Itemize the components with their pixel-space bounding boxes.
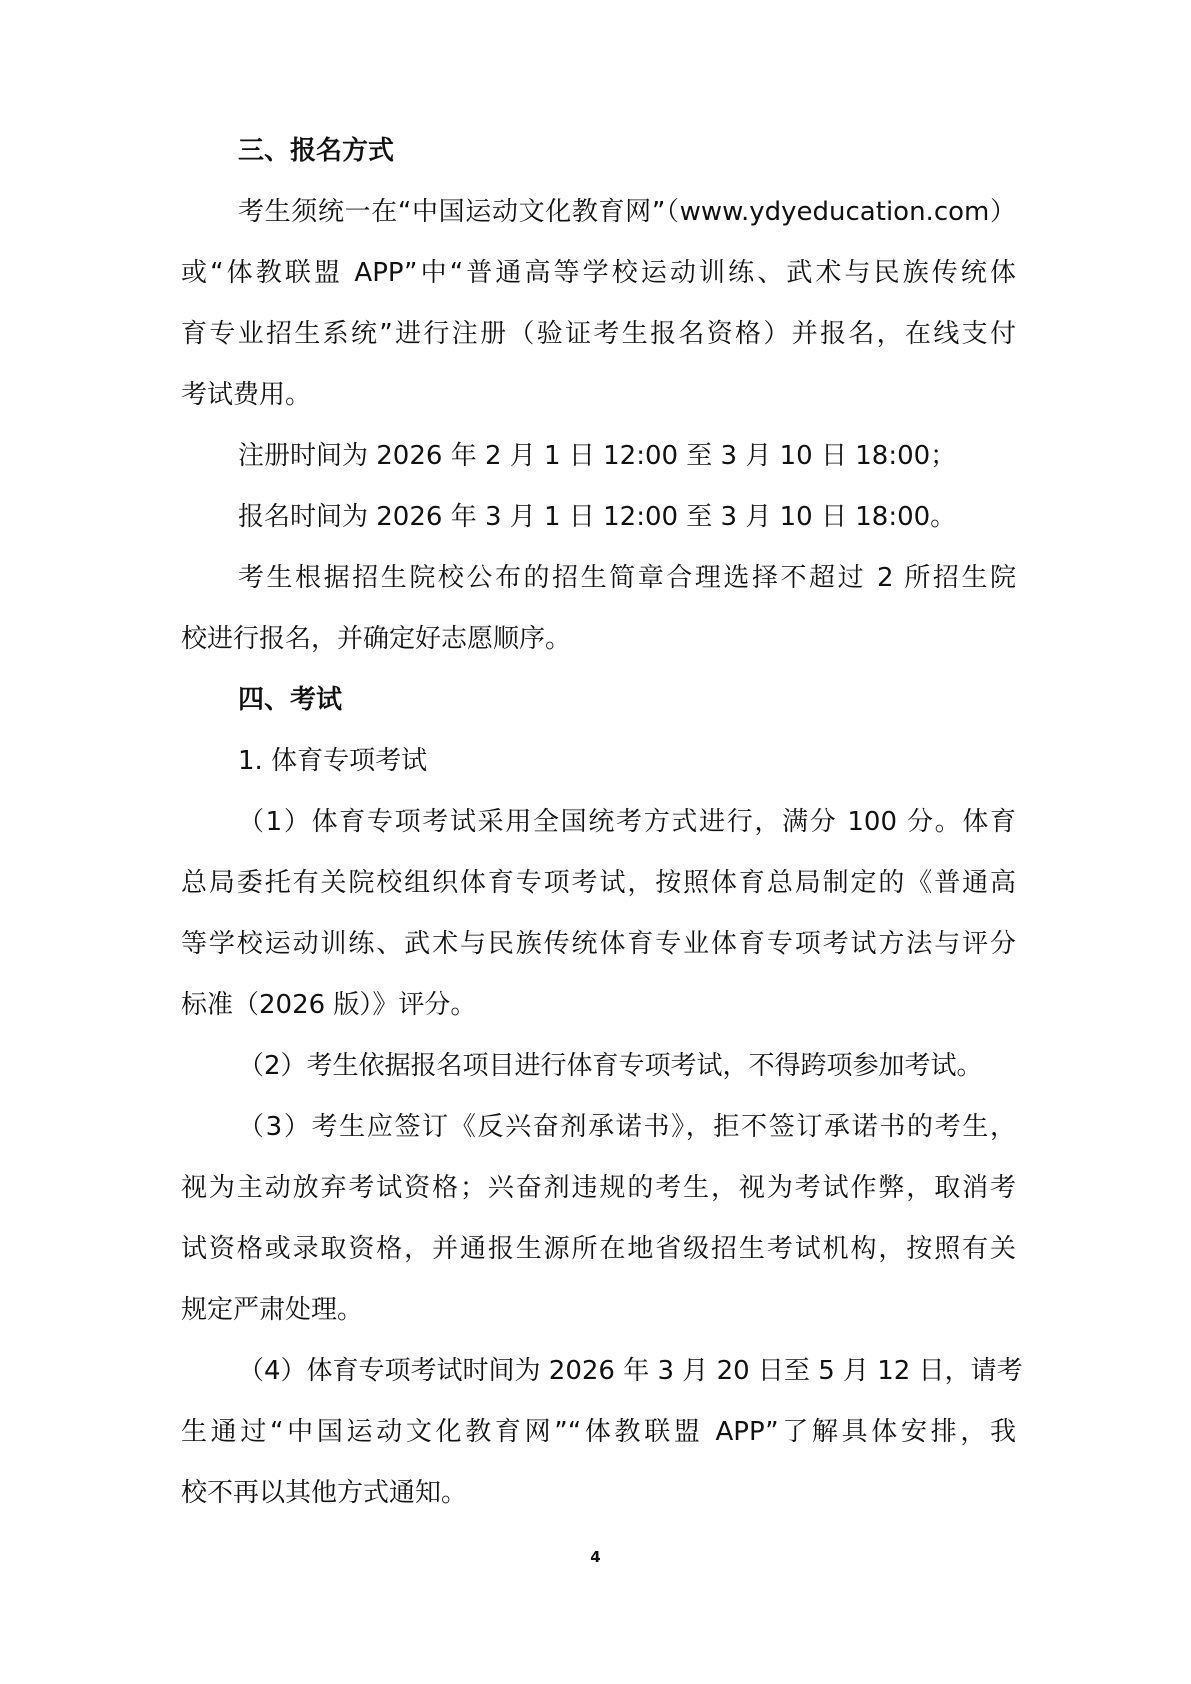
paragraph-line: 报名时间为 2026 年 3 月 1 日 12:00 至 3 月 10 日 18:00。 bbox=[238, 502, 957, 532]
paragraph-line: 注册时间为 2026 年 2 月 1 日 12:00 至 3 月 10 日 18:00； bbox=[238, 441, 957, 471]
paragraph-line: （4）体育专项考试时间为 2026 年 3 月 20 日至 5 月 12 日，请考 bbox=[238, 1356, 1023, 1386]
paragraph-line: 考生根据招生院校公布的招生简章合理选择不超过 2 所招生院 bbox=[238, 563, 1016, 593]
paragraph-line: （1）体育专项考试采用全国统考方式进行，满分 100 分。体育 bbox=[238, 807, 1016, 837]
paragraph-line: 规定严肃处理。 bbox=[181, 1295, 364, 1325]
paragraph-line: （2）考生依据报名项目进行体育专项考试，不得跨项参加考试。 bbox=[238, 1051, 983, 1081]
paragraph-line: 校不再以其他方式通知。 bbox=[181, 1478, 468, 1508]
section-heading: 四、考试 bbox=[238, 685, 343, 715]
paragraph-line: 总局委托有关院校组织体育专项考试，按照体育总局制定的《普通高 bbox=[181, 868, 1016, 898]
paragraph-line: 等学校运动训练、武术与民族传统体育专业体育专项考试方法与评分 bbox=[181, 929, 1016, 959]
paragraph-line: 或“体教联盟 APP”中“普通高等学校运动训练、武术与民族传统体 bbox=[181, 258, 1016, 288]
paragraph-line: （3）考生应签订《反兴奋剂承诺书》，拒不签订承诺书的考生， bbox=[238, 1112, 1016, 1142]
paragraph-line: 生通过“中国运动文化教育网”“体教联盟 APP”了解具体安排，我 bbox=[181, 1417, 1016, 1447]
paragraph-line: 标准（2026 版）》评分。 bbox=[181, 990, 477, 1020]
paragraph-line: 考生须统一在“中国运动文化教育网”（www.ydyeducation.com） bbox=[238, 197, 1016, 227]
paragraph-line: 视为主动放弃考试资格；兴奋剂违规的考生，视为考试作弊，取消考 bbox=[181, 1173, 1016, 1203]
section-heading: 三、报名方式 bbox=[238, 136, 395, 166]
page-number: 4 bbox=[590, 1548, 601, 1566]
paragraph-line: 校进行报名，并确定好志愿顺序。 bbox=[181, 624, 572, 654]
paragraph-line: 考试费用。 bbox=[181, 380, 312, 410]
paragraph-line: 1. 体育专项考试 bbox=[238, 746, 428, 776]
paragraph-line: 试资格或录取资格，并通报生源所在地省级招生考试机构，按照有关 bbox=[181, 1234, 1016, 1264]
paragraph-line: 育专业招生系统”进行注册（验证考生报名资格）并报名，在线支付 bbox=[181, 319, 1016, 349]
